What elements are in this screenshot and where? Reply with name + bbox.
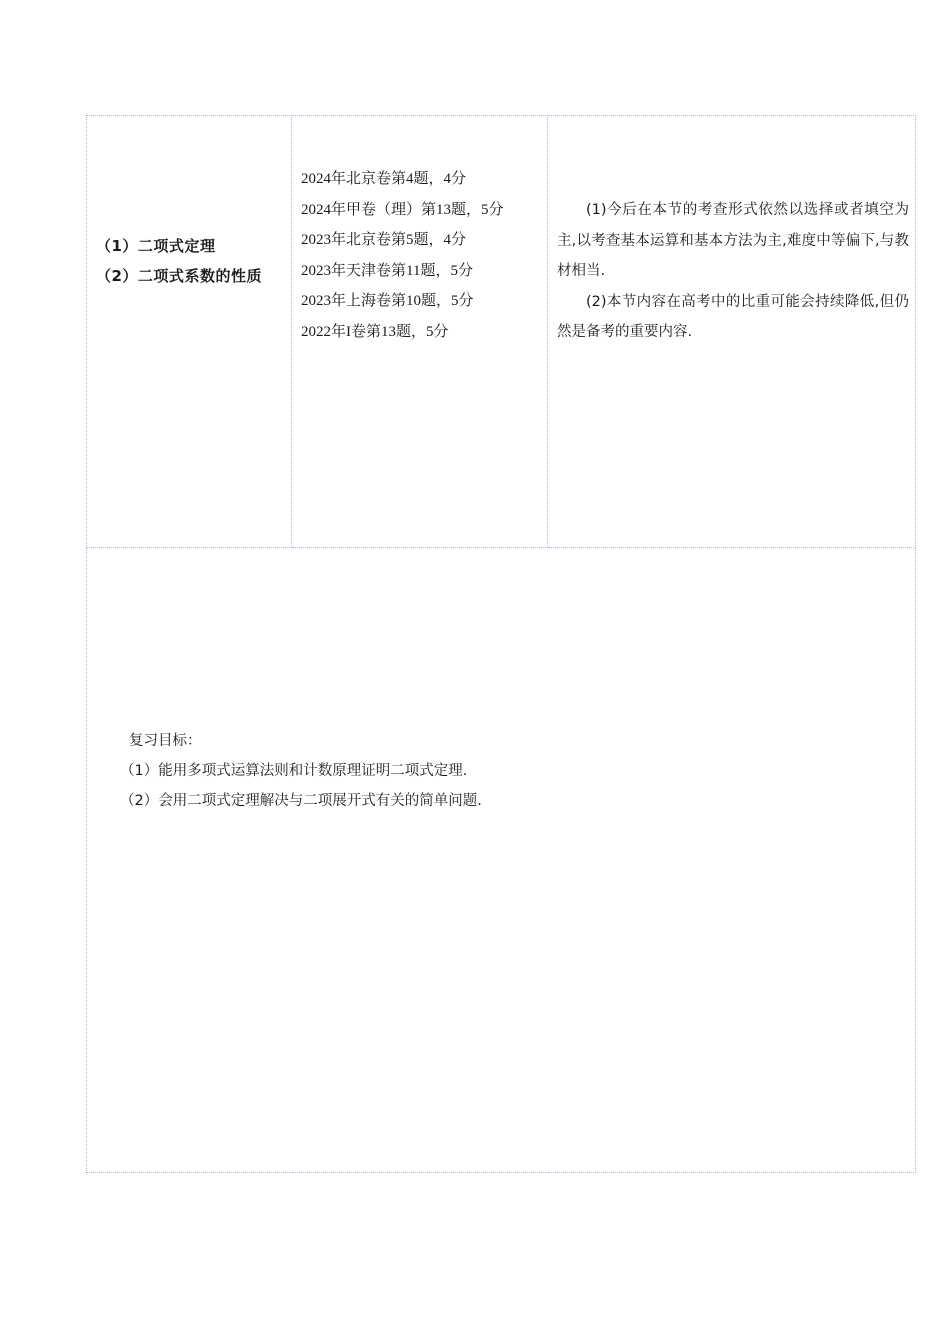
- exam-item: 2024年甲卷（理）第13题，5分: [301, 201, 504, 218]
- exam-item: 2024年北京卷第4题，4分: [301, 171, 467, 187]
- trend-cell: [548, 116, 916, 548]
- exam-item: 2023年天津卷第11题，5分: [301, 262, 473, 279]
- trend-paragraph: (2)本节内容在高考中的比重可能会持续降低,但仍然是备考的重要内容.: [557, 293, 909, 340]
- table-row: [87, 116, 916, 548]
- exam-item: 2022年I卷第13题，5分: [301, 323, 449, 340]
- review-goals-cell: [87, 548, 916, 1173]
- exam-analysis-table: [86, 115, 916, 1173]
- topic-cell: [87, 116, 292, 548]
- review-goal-item: （1）能用多项式运算法则和计数原理证明二项式定理.: [120, 763, 468, 779]
- topic-line: （1）二项式定理: [96, 237, 216, 255]
- table-row: [87, 548, 916, 1173]
- review-goals-title: 复习目标：: [129, 733, 202, 749]
- exam-item: 2023年上海卷第10题，5分: [301, 293, 474, 309]
- exam-list-cell: [292, 116, 548, 548]
- review-goal-item: （2）会用二项式定理解决与二项展开式有关的简单问题.: [120, 793, 482, 809]
- topic-line: （2）二项式系数的性质: [96, 267, 262, 285]
- exam-item: 2023年北京卷第5题，4分: [301, 232, 467, 248]
- trend-paragraph: (1)今后在本节的考查形式依然以选择或者填空为主,以考查基本运算和基本方法为主,难度中等偏下,与教材相当.: [557, 202, 909, 279]
